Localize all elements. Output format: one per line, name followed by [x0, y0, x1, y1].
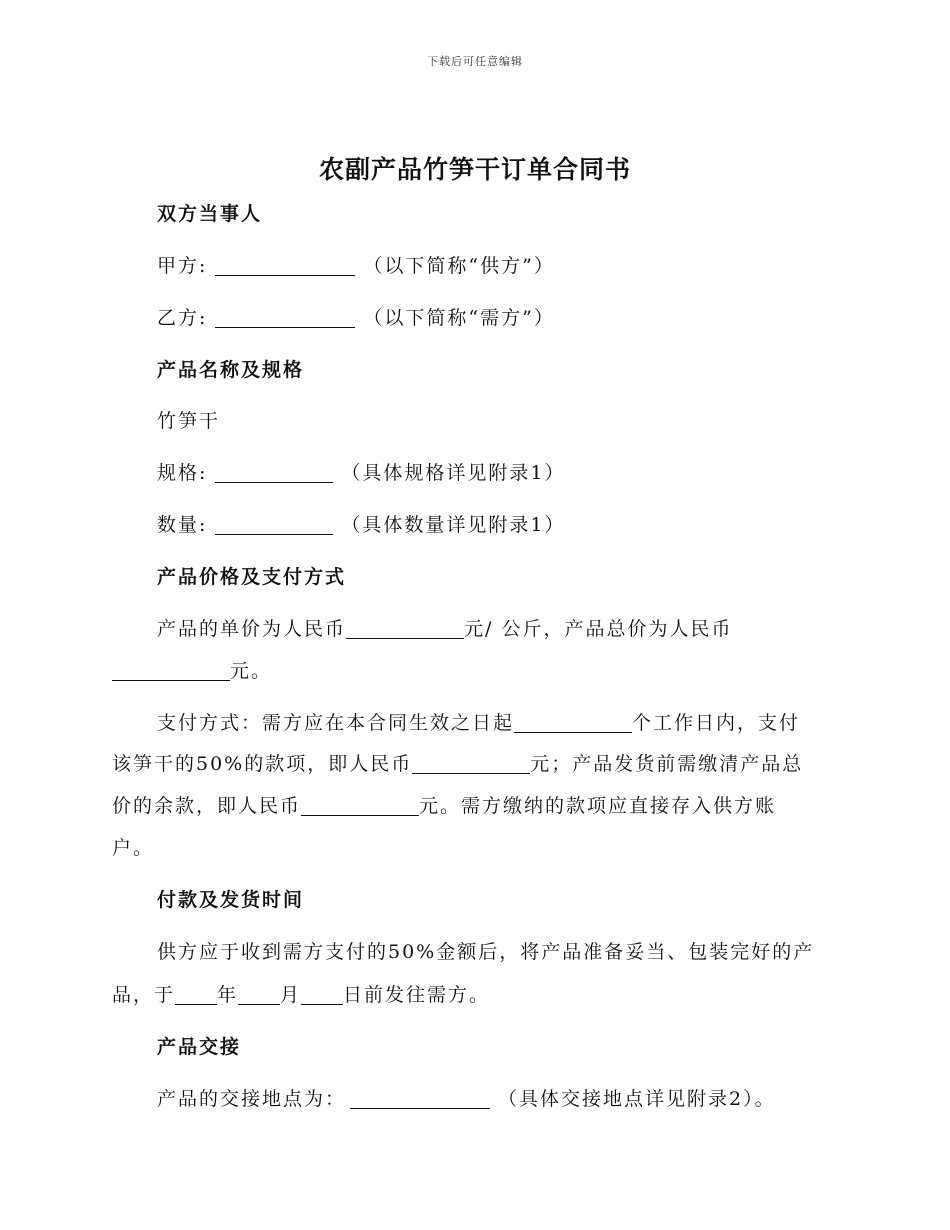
party-b-line	[157, 303, 555, 330]
payment-text-1b: 个工作日内，支付	[632, 712, 801, 734]
handover-text: 产品的交接地点为：	[157, 1088, 347, 1110]
spec-label: 规格:	[157, 462, 208, 484]
page-header-note: 下载后可任意编辑	[427, 55, 523, 68]
quantity-line	[157, 510, 566, 537]
payment-line-4: 户。	[112, 837, 155, 859]
payment-text-2a: 该笋干的50%的款项，即人民币	[112, 753, 413, 775]
quantity-note: （具体数量详见附录1）	[341, 514, 566, 536]
payment-text-1a: 支付方式：需方应在本合同生效之日起	[157, 712, 515, 734]
total-price-unit: 元。	[230, 660, 273, 682]
payment-days-blank[interactable]	[514, 712, 632, 733]
party-b-blank[interactable]	[215, 307, 355, 328]
handover-line	[157, 1084, 776, 1111]
section-heading-price: 产品价格及支付方式	[157, 566, 347, 588]
party-a-line	[157, 251, 555, 278]
payment-line-1	[157, 708, 800, 735]
delivery-text: 品，于	[112, 984, 176, 1006]
spec-note: （具体规格详见附录1）	[341, 462, 566, 484]
year-label: 年	[217, 984, 239, 1006]
payment-text-3b: 元。需方缴纳的款项应直接存入供方账	[419, 795, 777, 817]
product-name: 竹笋干	[157, 410, 221, 432]
total-price-text: 元/ 公斤，产品总价为人民币	[464, 618, 733, 640]
delivery-month-blank[interactable]	[238, 984, 280, 1005]
delivery-year-blank[interactable]	[175, 984, 217, 1005]
party-b-note: （以下简称“需方”）	[363, 307, 555, 329]
unit-price-line	[157, 614, 732, 641]
total-price-line	[112, 656, 272, 683]
section-heading-delivery-time: 付款及发货时间	[157, 889, 305, 911]
section-heading-handover: 产品交接	[157, 1036, 242, 1058]
day-label: 日前发往需方。	[343, 984, 491, 1006]
section-heading-product: 产品名称及规格	[157, 359, 305, 381]
delivery-day-blank[interactable]	[301, 984, 343, 1005]
payment-line-2	[112, 749, 803, 776]
unit-price-blank[interactable]	[346, 618, 464, 639]
quantity-blank[interactable]	[215, 514, 333, 535]
handover-note: （具体交接地点详见附录2）。	[498, 1088, 776, 1110]
party-b-label: 乙方:	[157, 307, 208, 329]
unit-price-text: 产品的单价为人民币	[157, 618, 347, 640]
spec-blank[interactable]	[215, 462, 333, 483]
spec-line	[157, 458, 566, 485]
payment-text-3a: 价的余款，即人民币	[112, 795, 302, 817]
party-a-note: （以下简称“供方”）	[363, 255, 555, 277]
payment-line-3	[112, 791, 776, 818]
deposit-amount-blank[interactable]	[412, 753, 530, 774]
total-price-blank[interactable]	[112, 660, 230, 681]
balance-amount-blank[interactable]	[301, 795, 419, 816]
section-heading-parties: 双方当事人	[157, 203, 263, 225]
document-title: 农副产品竹笋干订单合同书	[318, 155, 631, 184]
payment-text-2b: 元；产品发货前需缴清产品总	[530, 753, 804, 775]
quantity-label: 数量:	[157, 514, 208, 536]
party-a-blank[interactable]	[215, 255, 355, 276]
delivery-line-2	[112, 980, 490, 1007]
handover-location-blank[interactable]	[350, 1088, 490, 1109]
delivery-line-1: 供方应于收到需方支付的50%金额后，将产品准备妥当、包装完好的产	[157, 941, 815, 963]
month-label: 月	[280, 984, 302, 1006]
party-a-label: 甲方:	[157, 255, 208, 277]
